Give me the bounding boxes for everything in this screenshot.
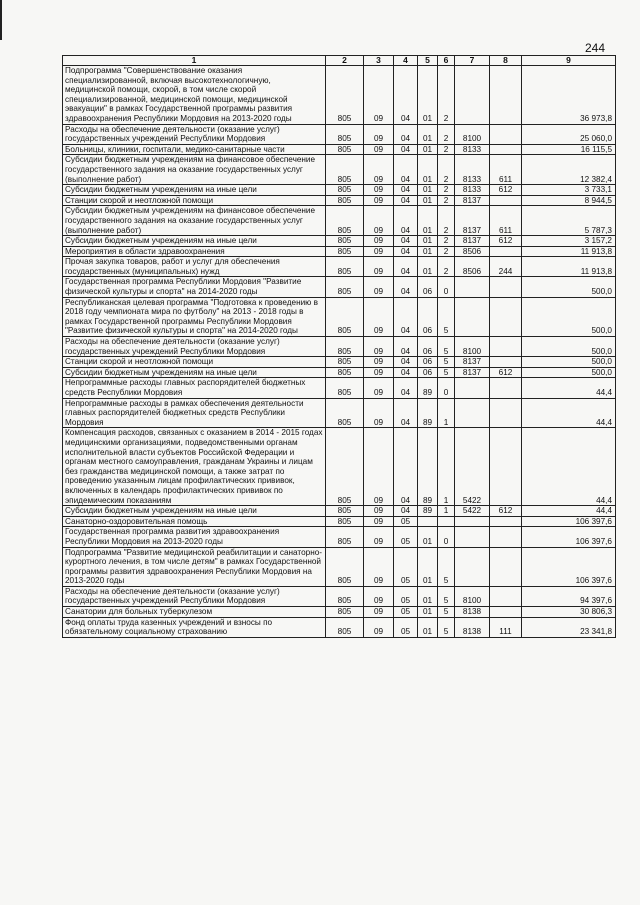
row-code-c3: 09 [364,337,394,357]
table-row [63,428,616,506]
row-code-c4: 04 [394,428,418,506]
row-code-c8: 611 [490,155,522,185]
row-code-c4: 05 [394,516,418,527]
row-amount: 16 115,5 [522,144,616,155]
row-code-c2: 805 [326,155,364,185]
row-description: Республиканская целевая программа "Подготовка к проведению в 2018 году чемпионата мира по футболу" на 2013 - 2018 годы в рамках Государственной программы Республики Мордовия "Развитие физической культуры и спорта" на 2014-2020 годы [63,297,326,336]
row-code-c4: 04 [394,236,418,247]
row-code-c7 [455,277,490,297]
row-code-c8 [490,547,522,586]
row-code-c7: 8137 [455,206,490,236]
row-description: Станции скорой и неотложной помощи [63,195,326,206]
row-code-c6: 5 [438,586,455,606]
row-code-c3: 09 [364,516,394,527]
row-code-c8 [490,428,522,506]
row-code-c3: 09 [364,398,394,428]
row-code-c7: 8137 [455,367,490,378]
row-code-c5: 06 [418,297,438,336]
row-code-c4: 04 [394,246,418,257]
row-amount: 23 341,8 [522,617,616,637]
row-description: Подпрограмма "Развитие медицинской реабилитации и санаторно-курортного лечения, в том числе детям" в рамках Государственной программы развития здравоохранения Республики Мордовия на 2013-2020 годы [63,547,326,586]
header-cell: 4 [394,56,418,66]
row-code-c7 [455,297,490,336]
row-code-c4: 04 [394,66,418,125]
row-code-c5: 01 [418,185,438,196]
row-code-c8 [490,277,522,297]
row-amount: 500,0 [522,297,616,336]
row-amount: 500,0 [522,277,616,297]
row-code-c6: 2 [438,257,455,277]
row-code-c6: 2 [438,185,455,196]
budget-table [62,55,616,638]
row-code-c7: 5422 [455,428,490,506]
row-code-c8 [490,66,522,125]
row-code-c6: 2 [438,236,455,247]
row-amount: 30 806,3 [522,607,616,618]
row-code-c4: 05 [394,586,418,606]
row-code-c4: 04 [394,367,418,378]
row-code-c3: 09 [364,367,394,378]
table-row [63,144,616,155]
row-code-c7: 8137 [455,195,490,206]
row-code-c8 [490,195,522,206]
row-code-c5: 01 [418,155,438,185]
row-description: Субсидии бюджетным учреждениям на иные цели [63,506,326,517]
table-row [63,185,616,196]
row-code-c8 [490,516,522,527]
table-row [63,195,616,206]
row-code-c6: 5 [438,617,455,637]
row-code-c3: 09 [364,246,394,257]
table-row [63,586,616,606]
row-amount: 12 382,4 [522,155,616,185]
row-amount: 11 913,8 [522,257,616,277]
table-row [63,617,616,637]
header-cell: 8 [490,56,522,66]
row-code-c2: 805 [326,367,364,378]
row-code-c5: 01 [418,236,438,247]
table-row [63,66,616,125]
row-code-c6: 1 [438,398,455,428]
row-code-c6 [438,516,455,527]
row-code-c2: 805 [326,124,364,144]
header-cell: 7 [455,56,490,66]
row-amount: 94 397,6 [522,586,616,606]
row-code-c5: 01 [418,195,438,206]
row-code-c6: 5 [438,547,455,586]
row-code-c4: 04 [394,337,418,357]
row-code-c5: 06 [418,357,438,368]
row-code-c7: 8100 [455,337,490,357]
row-amount: 11 913,8 [522,246,616,257]
row-code-c5: 89 [418,506,438,517]
row-code-c7: 8133 [455,144,490,155]
row-code-c2: 805 [326,586,364,606]
row-code-c2: 805 [326,246,364,257]
row-code-c3: 09 [364,297,394,336]
row-code-c3: 09 [364,155,394,185]
row-code-c8: 612 [490,236,522,247]
row-code-c3: 09 [364,506,394,517]
row-code-c3: 09 [364,66,394,125]
table-row [63,257,616,277]
row-amount: 106 397,6 [522,527,616,547]
row-code-c6: 0 [438,527,455,547]
row-code-c7: 8100 [455,586,490,606]
row-code-c5: 01 [418,617,438,637]
row-description: Расходы на обеспечение деятельности (оказание услуг) государственных учреждений Республики Мордовия [63,586,326,606]
page-number: 244 [585,41,606,55]
row-code-c5: 01 [418,124,438,144]
table-row [63,527,616,547]
row-code-c4: 04 [394,277,418,297]
row-code-c4: 05 [394,527,418,547]
table-row [63,357,616,368]
row-code-c6: 2 [438,206,455,236]
row-description: Субсидии бюджетным учреждениям на иные цели [63,367,326,378]
row-code-c6: 2 [438,144,455,155]
row-code-c2: 805 [326,277,364,297]
row-code-c8 [490,337,522,357]
row-code-c8 [490,586,522,606]
header-cell: 6 [438,56,455,66]
row-code-c5: 01 [418,607,438,618]
row-code-c3: 09 [364,357,394,368]
row-code-c7: 5422 [455,506,490,517]
row-amount: 5 787,3 [522,206,616,236]
row-amount: 25 060,0 [522,124,616,144]
row-description: Непрограммные расходы в рамках обеспечения деятельности главных распорядителей бюджетных средств Республики Мордовия [63,398,326,428]
row-amount: 8 944,5 [522,195,616,206]
row-code-c2: 805 [326,206,364,236]
row-code-c3: 09 [364,206,394,236]
row-code-c3: 09 [364,257,394,277]
row-code-c4: 04 [394,185,418,196]
row-code-c8 [490,124,522,144]
header-cell: 2 [326,56,364,66]
row-description: Санатории для больных туберкулезом [63,607,326,618]
row-code-c6: 5 [438,607,455,618]
row-code-c2: 805 [326,195,364,206]
row-code-c2: 805 [326,337,364,357]
row-code-c5: 01 [418,257,438,277]
table-row [63,506,616,517]
row-code-c5: 01 [418,527,438,547]
row-amount: 500,0 [522,357,616,368]
row-description: Субсидии бюджетным учреждениям на финансовое обеспечение государственного задания на оказание государственных услуг (выполнение работ) [63,206,326,236]
row-code-c3: 09 [364,547,394,586]
table-row [63,516,616,527]
row-code-c8: 611 [490,206,522,236]
row-code-c5: 01 [418,206,438,236]
row-code-c4: 04 [394,378,418,398]
row-amount: 500,0 [522,367,616,378]
row-code-c6: 5 [438,337,455,357]
row-code-c4: 04 [394,155,418,185]
row-code-c2: 805 [326,297,364,336]
row-code-c6: 2 [438,246,455,257]
row-amount: 36 973,8 [522,66,616,125]
header-cell: 1 [63,56,326,66]
row-code-c6: 2 [438,155,455,185]
row-amount: 106 397,6 [522,516,616,527]
row-code-c3: 09 [364,195,394,206]
row-code-c6: 5 [438,367,455,378]
row-description: Фонд оплаты труда казенных учреждений и взносы по обязательному социальному страхованию [63,617,326,637]
row-code-c7: 8137 [455,236,490,247]
row-description: Прочая закупка товаров, работ и услуг для обеспечения государственных (муниципальных) нужд [63,257,326,277]
row-description: Мероприятия в области здравоохранения [63,246,326,257]
row-code-c7: 8138 [455,617,490,637]
row-code-c8 [490,378,522,398]
row-description: Непрограммные расходы главных распорядителей бюджетных средств Республики Мордовия [63,378,326,398]
row-code-c2: 805 [326,236,364,247]
row-code-c3: 09 [364,185,394,196]
row-code-c2: 805 [326,185,364,196]
table-row [63,206,616,236]
row-code-c3: 09 [364,124,394,144]
row-description: Субсидии бюджетным учреждениям на иные цели [63,185,326,196]
row-code-c4: 05 [394,617,418,637]
row-code-c5: 01 [418,144,438,155]
row-code-c4: 04 [394,144,418,155]
table-row [63,277,616,297]
row-amount: 44,4 [522,398,616,428]
row-code-c8: 111 [490,617,522,637]
row-code-c5: 01 [418,586,438,606]
row-code-c5: 01 [418,547,438,586]
row-code-c2: 805 [326,428,364,506]
row-description: Субсидии бюджетным учреждениям на финансовое обеспечение государственного задания на оказание государственных услуг (выполнение работ) [63,155,326,185]
row-code-c7 [455,527,490,547]
row-code-c4: 05 [394,547,418,586]
row-description: Расходы на обеспечение деятельности (оказание услуг) государственных учреждений Республики Мордовия [63,124,326,144]
row-amount: 3 733,1 [522,185,616,196]
row-code-c7 [455,378,490,398]
row-code-c2: 805 [326,527,364,547]
row-description: Компенсация расходов, связанных с оказанием в 2014 - 2015 годах медицинскими организациями, подведомственными органам исполнительной власти субъектов Российской Федерации и органам местного самоуправления, гражданам Украины и лицам без гражданства медицинской помощи, а также затрат по проведению указанным лицам профилактических прививок, включенных в календарь профилактических прививок по эпидемическим показаниям [63,428,326,506]
row-description: Расходы на обеспечение деятельности (оказание услуг) государственных учреждений Республики Мордовия [63,337,326,357]
row-code-c4: 04 [394,506,418,517]
row-amount: 106 397,6 [522,547,616,586]
row-code-c8: 612 [490,185,522,196]
row-code-c5: 01 [418,246,438,257]
row-code-c6: 2 [438,195,455,206]
row-code-c3: 09 [364,586,394,606]
table-row [63,246,616,257]
row-amount: 44,4 [522,428,616,506]
row-description: Субсидии бюджетным учреждениям на иные цели [63,236,326,247]
row-code-c8 [490,357,522,368]
row-code-c2: 805 [326,506,364,517]
row-code-c2: 805 [326,257,364,277]
row-code-c6: 0 [438,378,455,398]
row-code-c7 [455,66,490,125]
row-amount: 3 157,2 [522,236,616,247]
row-amount: 44,4 [522,506,616,517]
scan-edge-mark [0,0,2,40]
row-code-c5 [418,516,438,527]
row-code-c7: 8133 [455,185,490,196]
table-row [63,236,616,247]
table-row [63,607,616,618]
row-code-c6: 0 [438,277,455,297]
row-code-c3: 09 [364,144,394,155]
row-code-c8 [490,398,522,428]
row-code-c6: 1 [438,506,455,517]
table-row [63,337,616,357]
row-code-c4: 04 [394,257,418,277]
row-code-c3: 09 [364,607,394,618]
row-code-c7 [455,516,490,527]
row-description: Подпрограмма "Совершенствование оказания специализированной, включая высокотехнологичную, медицинской помощи, скорой, в том числе скорой специализированной, медицинской помощи, медицинской эвакуации" в рамках Государственной программы развития здравоохранения Республики Мордовия на 2013-2020 годы [63,66,326,125]
table-row [63,155,616,185]
row-code-c5: 06 [418,337,438,357]
row-description: Санаторно-оздоровительная помощь [63,516,326,527]
row-code-c2: 805 [326,378,364,398]
table-row [63,378,616,398]
row-code-c2: 805 [326,144,364,155]
row-code-c7: 8100 [455,124,490,144]
row-code-c8 [490,607,522,618]
header-cell: 9 [522,56,616,66]
row-code-c2: 805 [326,357,364,368]
row-code-c8 [490,527,522,547]
row-description: Больницы, клиники, госпитали, медико-санитарные части [63,144,326,155]
row-code-c4: 04 [394,297,418,336]
row-code-c7: 8137 [455,357,490,368]
header-cell: 5 [418,56,438,66]
row-code-c4: 04 [394,195,418,206]
row-code-c7: 8506 [455,246,490,257]
row-code-c7: 8506 [455,257,490,277]
row-code-c8 [490,297,522,336]
row-code-c6: 1 [438,428,455,506]
row-code-c3: 09 [364,527,394,547]
row-code-c5: 89 [418,398,438,428]
row-code-c3: 09 [364,236,394,247]
row-code-c5: 06 [418,277,438,297]
table-row [63,297,616,336]
row-code-c2: 805 [326,607,364,618]
row-code-c3: 09 [364,378,394,398]
row-code-c3: 09 [364,277,394,297]
row-code-c4: 04 [394,124,418,144]
row-code-c8 [490,144,522,155]
row-code-c6: 2 [438,124,455,144]
row-amount: 44,4 [522,378,616,398]
row-code-c2: 805 [326,66,364,125]
row-code-c4: 05 [394,607,418,618]
table-row [63,124,616,144]
table-header-row [63,56,616,66]
header-cell: 3 [364,56,394,66]
row-code-c7 [455,398,490,428]
row-code-c6: 5 [438,297,455,336]
row-code-c5: 01 [418,66,438,125]
row-code-c7: 8138 [455,607,490,618]
row-code-c5: 89 [418,378,438,398]
row-description: Станции скорой и неотложной помощи [63,357,326,368]
row-code-c2: 805 [326,547,364,586]
row-code-c8: 612 [490,367,522,378]
table-row [63,367,616,378]
row-code-c5: 06 [418,367,438,378]
row-code-c2: 805 [326,516,364,527]
row-code-c8 [490,246,522,257]
row-code-c5: 89 [418,428,438,506]
table-row [63,398,616,428]
row-code-c6: 2 [438,66,455,125]
row-code-c3: 09 [364,428,394,506]
row-code-c2: 805 [326,617,364,637]
row-code-c7: 8133 [455,155,490,185]
table-body [63,66,616,638]
row-code-c7 [455,547,490,586]
row-code-c8: 244 [490,257,522,277]
row-amount: 500,0 [522,337,616,357]
row-description: Государственная программа развития здравоохранения Республики Мордовия на 2013-2020 годы [63,527,326,547]
row-code-c8: 612 [490,506,522,517]
row-code-c6: 5 [438,357,455,368]
row-code-c2: 805 [326,398,364,428]
row-code-c4: 04 [394,398,418,428]
row-code-c3: 09 [364,617,394,637]
row-description: Государственная программа Республики Мордовия "Развитие физической культуры и спорта" на 2014-2020 годы [63,277,326,297]
table-row [63,547,616,586]
row-code-c4: 04 [394,206,418,236]
row-code-c4: 04 [394,357,418,368]
